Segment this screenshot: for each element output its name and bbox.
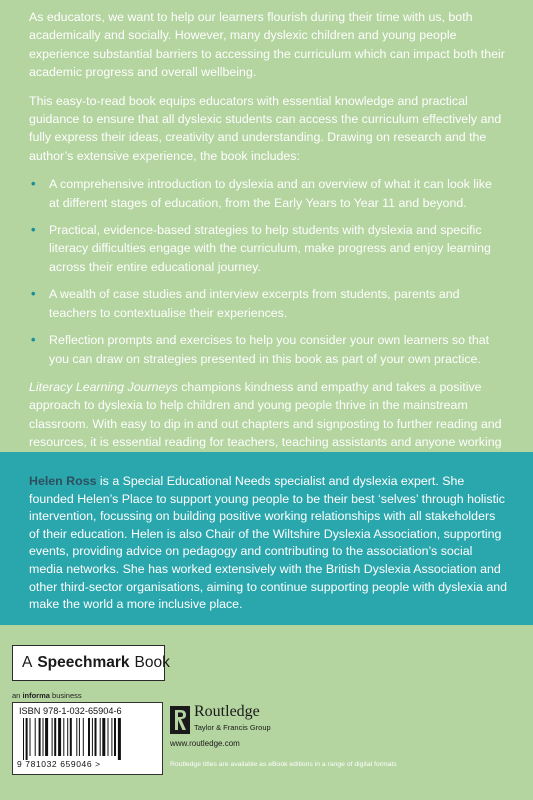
informa-prefix: an	[12, 691, 21, 700]
publisher-section	[0, 625, 533, 800]
imprint-brand: Speechmark	[37, 654, 130, 671]
barcode-icon	[23, 718, 155, 760]
bullet-icon: •	[31, 332, 36, 348]
imprint-suffix: Book	[134, 654, 170, 671]
blurb-closing-text: champions kindness and empathy and takes a positive approach to dyslexia to help children and young people thrive in the mainstream classroom. With easy to dip in and out chapters and signposting to further reading and resources, it is essential reading for teachers, teaching assistants and anyone working	[29, 379, 502, 450]
author-bio-band	[0, 452, 533, 625]
blurb-intro: As educators, we want to help our learners flourish during their time with us, both academically and socially. However, many dyslexic children and young people experience substantial barriers to accessing the curriculum which can impact both their academic progress and overall wellbeing.	[29, 10, 505, 80]
informa-suffix: business	[52, 691, 82, 700]
feature-item	[29, 221, 505, 276]
bullet-icon: •	[31, 286, 36, 302]
author-bio	[29, 473, 507, 614]
imprint-prefix: A	[22, 654, 33, 671]
feature-list	[29, 175, 505, 368]
publisher-group: Taylor & Francis Group	[194, 723, 271, 732]
feature-text: Practical, evidence-based strategies to help students with dyslexia and specific literacy difficulties engage with the curriculum, make progress and enjoy learning across their entire educational journey.	[49, 223, 491, 274]
feature-item	[29, 331, 505, 368]
isbn-number: ISBN 978-1-032-65904-6	[19, 706, 122, 716]
publisher-name: Routledge	[194, 703, 260, 720]
feature-item	[29, 175, 505, 212]
author-bio-text: is a Special Educational Needs specialist and dyslexia expert. She founded Helen’s Place to support young people to be their best ‘selves’ through holistic intervention, focussing on building positive working relationships with all stakeholders of their education. Helen is also Chair of the Wiltshire Dyslexia Association, supporting events, providing advice on pedagogy and contributing to the association’s social media networks. She has worked extensively with the British Dyslexia Association and other third-sector organisations, aiming to continue supporting people with dyslexia and make the world a more inclusive place.	[29, 474, 508, 612]
informa-brand: informa	[22, 691, 50, 700]
book-title: Literacy Learning Journeys	[29, 379, 178, 394]
bullet-icon: •	[31, 176, 36, 192]
blurb-text	[29, 8, 505, 480]
feature-item	[29, 285, 505, 322]
routledge-r-icon	[170, 706, 190, 734]
feature-text: A wealth of case studies and interview excerpts from students, parents and teachers to contextualise their experiences.	[49, 287, 460, 320]
bullet-icon: •	[31, 222, 36, 238]
ebook-availability-note: Routledge titles are available as eBook editions in a range of digital formats	[170, 761, 397, 768]
routledge-logo	[170, 702, 290, 762]
blurb-lead: This easy-to-read book equips educators with essential knowledge and practical guidance to ensure that all dyslexic students can access the curriculum effectively and fully express their ideas, creativity and understanding. Drawing on research and the author’s extensive experience, the book includes:	[29, 93, 502, 163]
speechmark-imprint-logo	[12, 645, 170, 681]
isbn-barcode	[12, 702, 163, 775]
feature-text: Reflection prompts and exercises to help you consider your own learners so that you can draw on strategies presented in this book as part of your own practice.	[49, 333, 490, 366]
feature-text: A comprehensive introduction to dyslexia and an overview of what it can look like at different stages of education, from the Early Years to Year 11 and beyond.	[49, 177, 492, 210]
publisher-url: www.routledge.com	[170, 739, 240, 748]
author-name: Helen Ross	[29, 474, 97, 488]
barcode-digits: 9 781032 659046 >	[17, 759, 101, 769]
informa-business-label	[12, 691, 82, 700]
